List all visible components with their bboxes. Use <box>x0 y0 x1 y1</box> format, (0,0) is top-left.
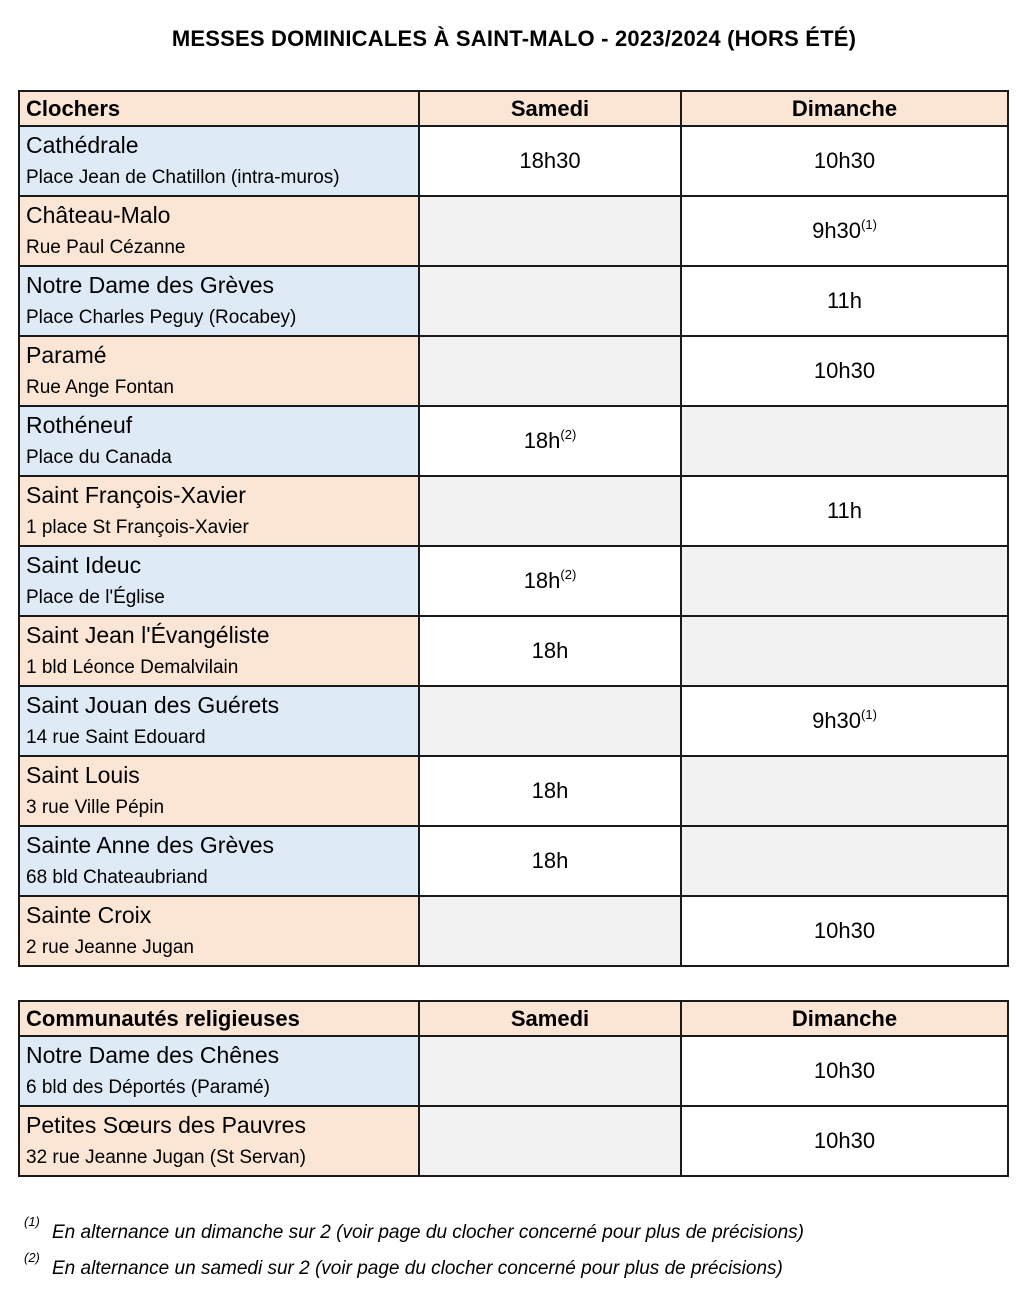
footnote-ref: (2) <box>560 567 577 582</box>
church-cell <box>19 616 419 686</box>
dimanche-time-cell <box>681 336 1008 406</box>
dimanche-time-cell <box>681 406 1008 476</box>
communautes-header-row <box>19 1001 1008 1036</box>
column-header-communautes: Communautés religieuses <box>19 1001 419 1036</box>
footnotes <box>24 1214 804 1286</box>
church-name: Notre Dame des Grèves <box>26 272 274 298</box>
dimanche-time: 10h30 <box>813 358 876 383</box>
church-cell <box>19 406 419 476</box>
samedi-time-cell <box>419 686 681 756</box>
church-address: 6 bld des Déportés (Paramé) <box>26 1077 270 1098</box>
church-cell <box>19 546 419 616</box>
samedi-time-cell <box>419 616 681 686</box>
dimanche-time: 9h30 <box>812 218 862 243</box>
church-name: Saint François-Xavier <box>26 482 246 508</box>
church-cell <box>19 126 419 196</box>
samedi-time-cell <box>419 896 681 966</box>
table-row <box>19 756 1008 826</box>
church-address: Place Jean de Chatillon (intra-muros) <box>26 167 340 188</box>
church-name: Château-Malo <box>26 202 171 228</box>
table-row <box>19 1036 1008 1106</box>
samedi-time-cell <box>419 336 681 406</box>
samedi-time-cell <box>419 196 681 266</box>
footnote-1 <box>24 1214 804 1250</box>
samedi-time-cell <box>419 1106 681 1176</box>
church-address: Place de l'Église <box>26 587 165 608</box>
samedi-time-cell <box>419 1036 681 1106</box>
church-address: Place Charles Peguy (Rocabey) <box>26 307 297 328</box>
table-row <box>19 546 1008 616</box>
samedi-time: 18h <box>523 568 561 593</box>
table-row <box>19 476 1008 546</box>
church-address: Rue Ange Fontan <box>26 377 174 398</box>
samedi-time: 18h <box>531 638 569 663</box>
samedi-time: 18h <box>523 428 561 453</box>
church-name: Saint Louis <box>26 762 140 788</box>
church-address: Rue Paul Cézanne <box>26 237 186 258</box>
dimanche-time-cell <box>681 686 1008 756</box>
samedi-time: 18h <box>531 778 569 803</box>
church-name: Saint Ideuc <box>26 552 142 578</box>
church-cell <box>19 686 419 756</box>
church-address: 32 rue Jeanne Jugan (St Servan) <box>26 1147 306 1168</box>
dimanche-time-cell <box>681 266 1008 336</box>
church-name: Notre Dame des Chênes <box>26 1042 280 1068</box>
church-name: Rothéneuf <box>26 412 133 438</box>
church-cell <box>19 1036 419 1106</box>
samedi-time-cell <box>419 476 681 546</box>
dimanche-time-cell <box>681 756 1008 826</box>
church-address: 2 rue Jeanne Jugan <box>26 937 194 958</box>
samedi-time-cell <box>419 266 681 336</box>
church-cell <box>19 266 419 336</box>
dimanche-time-cell <box>681 1106 1008 1176</box>
church-name: Sainte Croix <box>26 902 152 928</box>
church-cell <box>19 1106 419 1176</box>
dimanche-time: 11h <box>826 498 863 523</box>
dimanche-time: 9h30 <box>812 708 862 733</box>
dimanche-time-cell <box>681 196 1008 266</box>
church-name: Paramé <box>26 342 107 368</box>
footnote-mark: (1) <box>24 1214 40 1229</box>
dimanche-time-cell <box>681 826 1008 896</box>
table-row <box>19 616 1008 686</box>
church-cell <box>19 336 419 406</box>
clochers-table <box>18 90 1009 967</box>
footnote-2 <box>24 1250 804 1286</box>
column-header-samedi: Samedi <box>419 91 681 126</box>
footnote-mark: (2) <box>24 1250 40 1265</box>
footnote-text: En alternance un samedi sur 2 (voir page du clocher concerné pour plus de précisions) <box>52 1258 783 1279</box>
samedi-time-cell <box>419 406 681 476</box>
column-header-dimanche: Dimanche <box>681 91 1008 126</box>
dimanche-time-cell <box>681 896 1008 966</box>
dimanche-time: 10h30 <box>813 148 876 173</box>
communautes-table <box>18 1000 1009 1177</box>
footnote-ref: (1) <box>861 217 877 232</box>
samedi-time-cell <box>419 546 681 616</box>
table-row <box>19 196 1008 266</box>
table-row <box>19 1106 1008 1176</box>
samedi-time-cell <box>419 756 681 826</box>
church-cell <box>19 196 419 266</box>
clochers-header-row <box>19 91 1008 126</box>
church-address: 1 bld Léonce Demalvilain <box>26 657 239 678</box>
table-row <box>19 686 1008 756</box>
church-name: Saint Jean l'Évangéliste <box>26 622 270 648</box>
dimanche-time: 10h30 <box>813 918 876 943</box>
samedi-time-cell <box>419 826 681 896</box>
church-name: Saint Jouan des Guérets <box>26 692 280 718</box>
dimanche-time-cell <box>681 1036 1008 1106</box>
dimanche-time-cell <box>681 126 1008 196</box>
church-cell <box>19 476 419 546</box>
footnote-ref: (1) <box>861 707 877 722</box>
church-name: Petites Sœurs des Pauvres <box>26 1112 306 1138</box>
footnote-text: En alternance un dimanche sur 2 (voir page du clocher concerné pour plus de précisions) <box>52 1222 804 1243</box>
dimanche-time: 11h <box>826 288 863 313</box>
column-header-samedi: Samedi <box>419 1001 681 1036</box>
church-cell <box>19 756 419 826</box>
footnote-ref: (2) <box>560 427 577 442</box>
table-row <box>19 826 1008 896</box>
column-header-clochers: Clochers <box>19 91 419 126</box>
page-title: MESSES DOMINICALES À SAINT-MALO - 2023/2024 (HORS ÉTÉ) <box>171 26 857 51</box>
dimanche-time: 10h30 <box>813 1128 876 1153</box>
table-row <box>19 266 1008 336</box>
samedi-time-cell <box>419 126 681 196</box>
church-name: Cathédrale <box>26 132 139 158</box>
dimanche-time-cell <box>681 476 1008 546</box>
church-address: Place du Canada <box>26 447 172 468</box>
church-address: 68 bld Chateaubriand <box>26 867 208 888</box>
church-address: 1 place St François-Xavier <box>26 517 249 538</box>
church-name: Sainte Anne des Grèves <box>26 832 275 858</box>
church-address: 14 rue Saint Edouard <box>26 727 206 748</box>
church-cell <box>19 896 419 966</box>
table-row <box>19 126 1008 196</box>
samedi-time: 18h30 <box>519 148 581 173</box>
church-address: 3 rue Ville Pépin <box>26 797 165 818</box>
column-header-dimanche: Dimanche <box>681 1001 1008 1036</box>
table-row <box>19 406 1008 476</box>
dimanche-time: 10h30 <box>813 1058 876 1083</box>
dimanche-time-cell <box>681 546 1008 616</box>
church-cell <box>19 826 419 896</box>
table-row <box>19 896 1008 966</box>
table-row <box>19 336 1008 406</box>
samedi-time: 18h <box>531 848 569 873</box>
dimanche-time-cell <box>681 616 1008 686</box>
